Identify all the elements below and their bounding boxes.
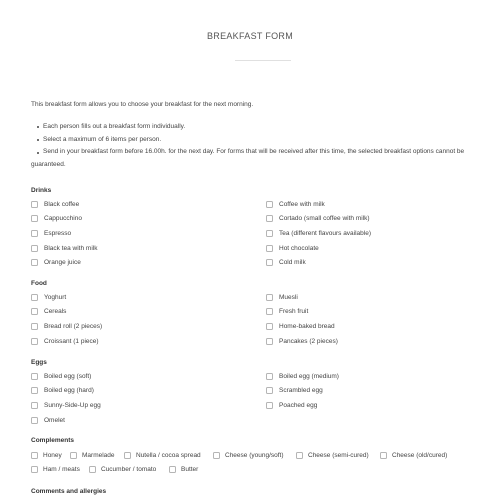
checkbox[interactable] [266,402,273,409]
complements-option-cucumber-tomato[interactable]: Cucumber / tomato [89,466,156,473]
complements-option-marmelade[interactable]: Marmelade [70,452,115,459]
drinks-option-hot-chocolate[interactable]: Hot chocolate [266,245,319,252]
checkbox[interactable] [266,230,273,237]
checkbox[interactable] [31,373,38,380]
checkbox[interactable] [266,259,273,266]
checkbox[interactable] [31,201,38,208]
drinks-option-cortado[interactable]: Cortado (small coffee with milk) [266,215,370,222]
instruction-item: Send in your breakfast form before 16.00h. for the next day. For forms that will be received after this time, the selected breakfast options cannot be guaranteed. [31,146,479,171]
complements-option-honey[interactable]: Honey [31,452,62,459]
drinks-option-tea[interactable]: Tea (different flavours available) [266,230,371,237]
checkbox[interactable] [89,466,96,473]
checkbox[interactable] [31,323,38,330]
checkbox[interactable] [380,452,387,459]
food-option-home-baked-bread[interactable]: Home-baked bread [266,323,335,330]
checkbox[interactable] [31,466,38,473]
drinks-option-coffee-with-milk[interactable]: Coffee with milk [266,201,325,208]
food-option-pancakes[interactable]: Pancakes (2 pieces) [266,338,338,345]
checkbox[interactable] [266,215,273,222]
checkbox[interactable] [31,215,38,222]
food-option-fresh-fruit[interactable]: Fresh fruit [266,308,308,315]
checkbox[interactable] [266,338,273,345]
drinks-option-black-tea-with-milk[interactable]: Black tea with milk [31,245,97,252]
checkbox[interactable] [266,201,273,208]
complements-option-butter[interactable]: Butter [169,466,198,473]
eggs-heading: Eggs [31,359,47,366]
instruction-item: Select a maximum of 6 items per person. [31,133,479,146]
drinks-option-espresso[interactable]: Espresso [31,230,71,237]
complements-option-ham-meats[interactable]: Ham / meats [31,466,80,473]
complements-option-nutella[interactable]: Nutella / cocoa spread [124,452,201,459]
eggs-option-poached[interactable]: Poached egg [266,402,317,409]
food-option-bread-roll[interactable]: Bread roll (2 pieces) [31,323,102,330]
checkbox[interactable] [31,245,38,252]
checkbox[interactable] [31,417,38,424]
eggs-option-scrambled[interactable]: Scrambled egg [266,387,323,394]
food-heading: Food [31,280,47,287]
complements-heading: Complements [31,437,74,444]
eggs-option-boiled-medium[interactable]: Boiled egg (medium) [266,373,339,380]
checkbox[interactable] [70,452,77,459]
checkbox[interactable] [31,308,38,315]
eggs-option-boiled-hard[interactable]: Boiled egg (hard) [31,387,94,394]
instructions-list [31,120,479,171]
eggs-option-boiled-soft[interactable]: Boiled egg (soft) [31,373,91,380]
eggs-option-omelet[interactable]: Omelet [31,417,65,424]
food-option-yoghurt[interactable]: Yoghurt [31,294,66,301]
food-option-muesli[interactable]: Muesli [266,294,298,301]
complements-option-cheese-semi-cured[interactable]: Cheese (semi-cured) [296,452,369,459]
drinks-option-orange-juice[interactable]: Orange juice [31,259,81,266]
form-title: BREAKFAST FORM [206,31,294,41]
checkbox[interactable] [266,245,273,252]
checkbox[interactable] [266,387,273,394]
eggs-option-sunny-side-up[interactable]: Sunny-Side-Up egg [31,402,101,409]
comments-heading: Comments and allergies [31,488,107,495]
title-divider [235,60,291,61]
checkbox[interactable] [266,308,273,315]
checkbox[interactable] [31,338,38,345]
form-intro: This breakfast form allows you to choose your breakfast for the next morning. [31,101,254,108]
drinks-option-cold-milk[interactable]: Cold milk [266,259,306,266]
checkbox[interactable] [31,230,38,237]
checkbox[interactable] [31,259,38,266]
checkbox[interactable] [266,373,273,380]
food-option-cereals[interactable]: Cereals [31,308,66,315]
checkbox[interactable] [266,323,273,330]
checkbox[interactable] [169,466,176,473]
checkbox[interactable] [124,452,131,459]
checkbox[interactable] [31,387,38,394]
drinks-option-black-coffee[interactable]: Black coffee [31,201,79,208]
food-option-croissant[interactable]: Croissant (1 piece) [31,338,99,345]
complements-option-cheese-young[interactable]: Cheese (young/soft) [213,452,284,459]
checkbox[interactable] [31,294,38,301]
complements-option-cheese-old[interactable]: Cheese (old/cured) [380,452,447,459]
checkbox[interactable] [31,452,38,459]
checkbox[interactable] [296,452,303,459]
checkbox[interactable] [31,402,38,409]
drinks-heading: Drinks [31,187,52,194]
checkbox[interactable] [266,294,273,301]
drinks-option-cappucchino[interactable]: Cappucchino [31,215,82,222]
instruction-item: Each person fills out a breakfast form individually. [31,120,479,133]
checkbox[interactable] [213,452,220,459]
